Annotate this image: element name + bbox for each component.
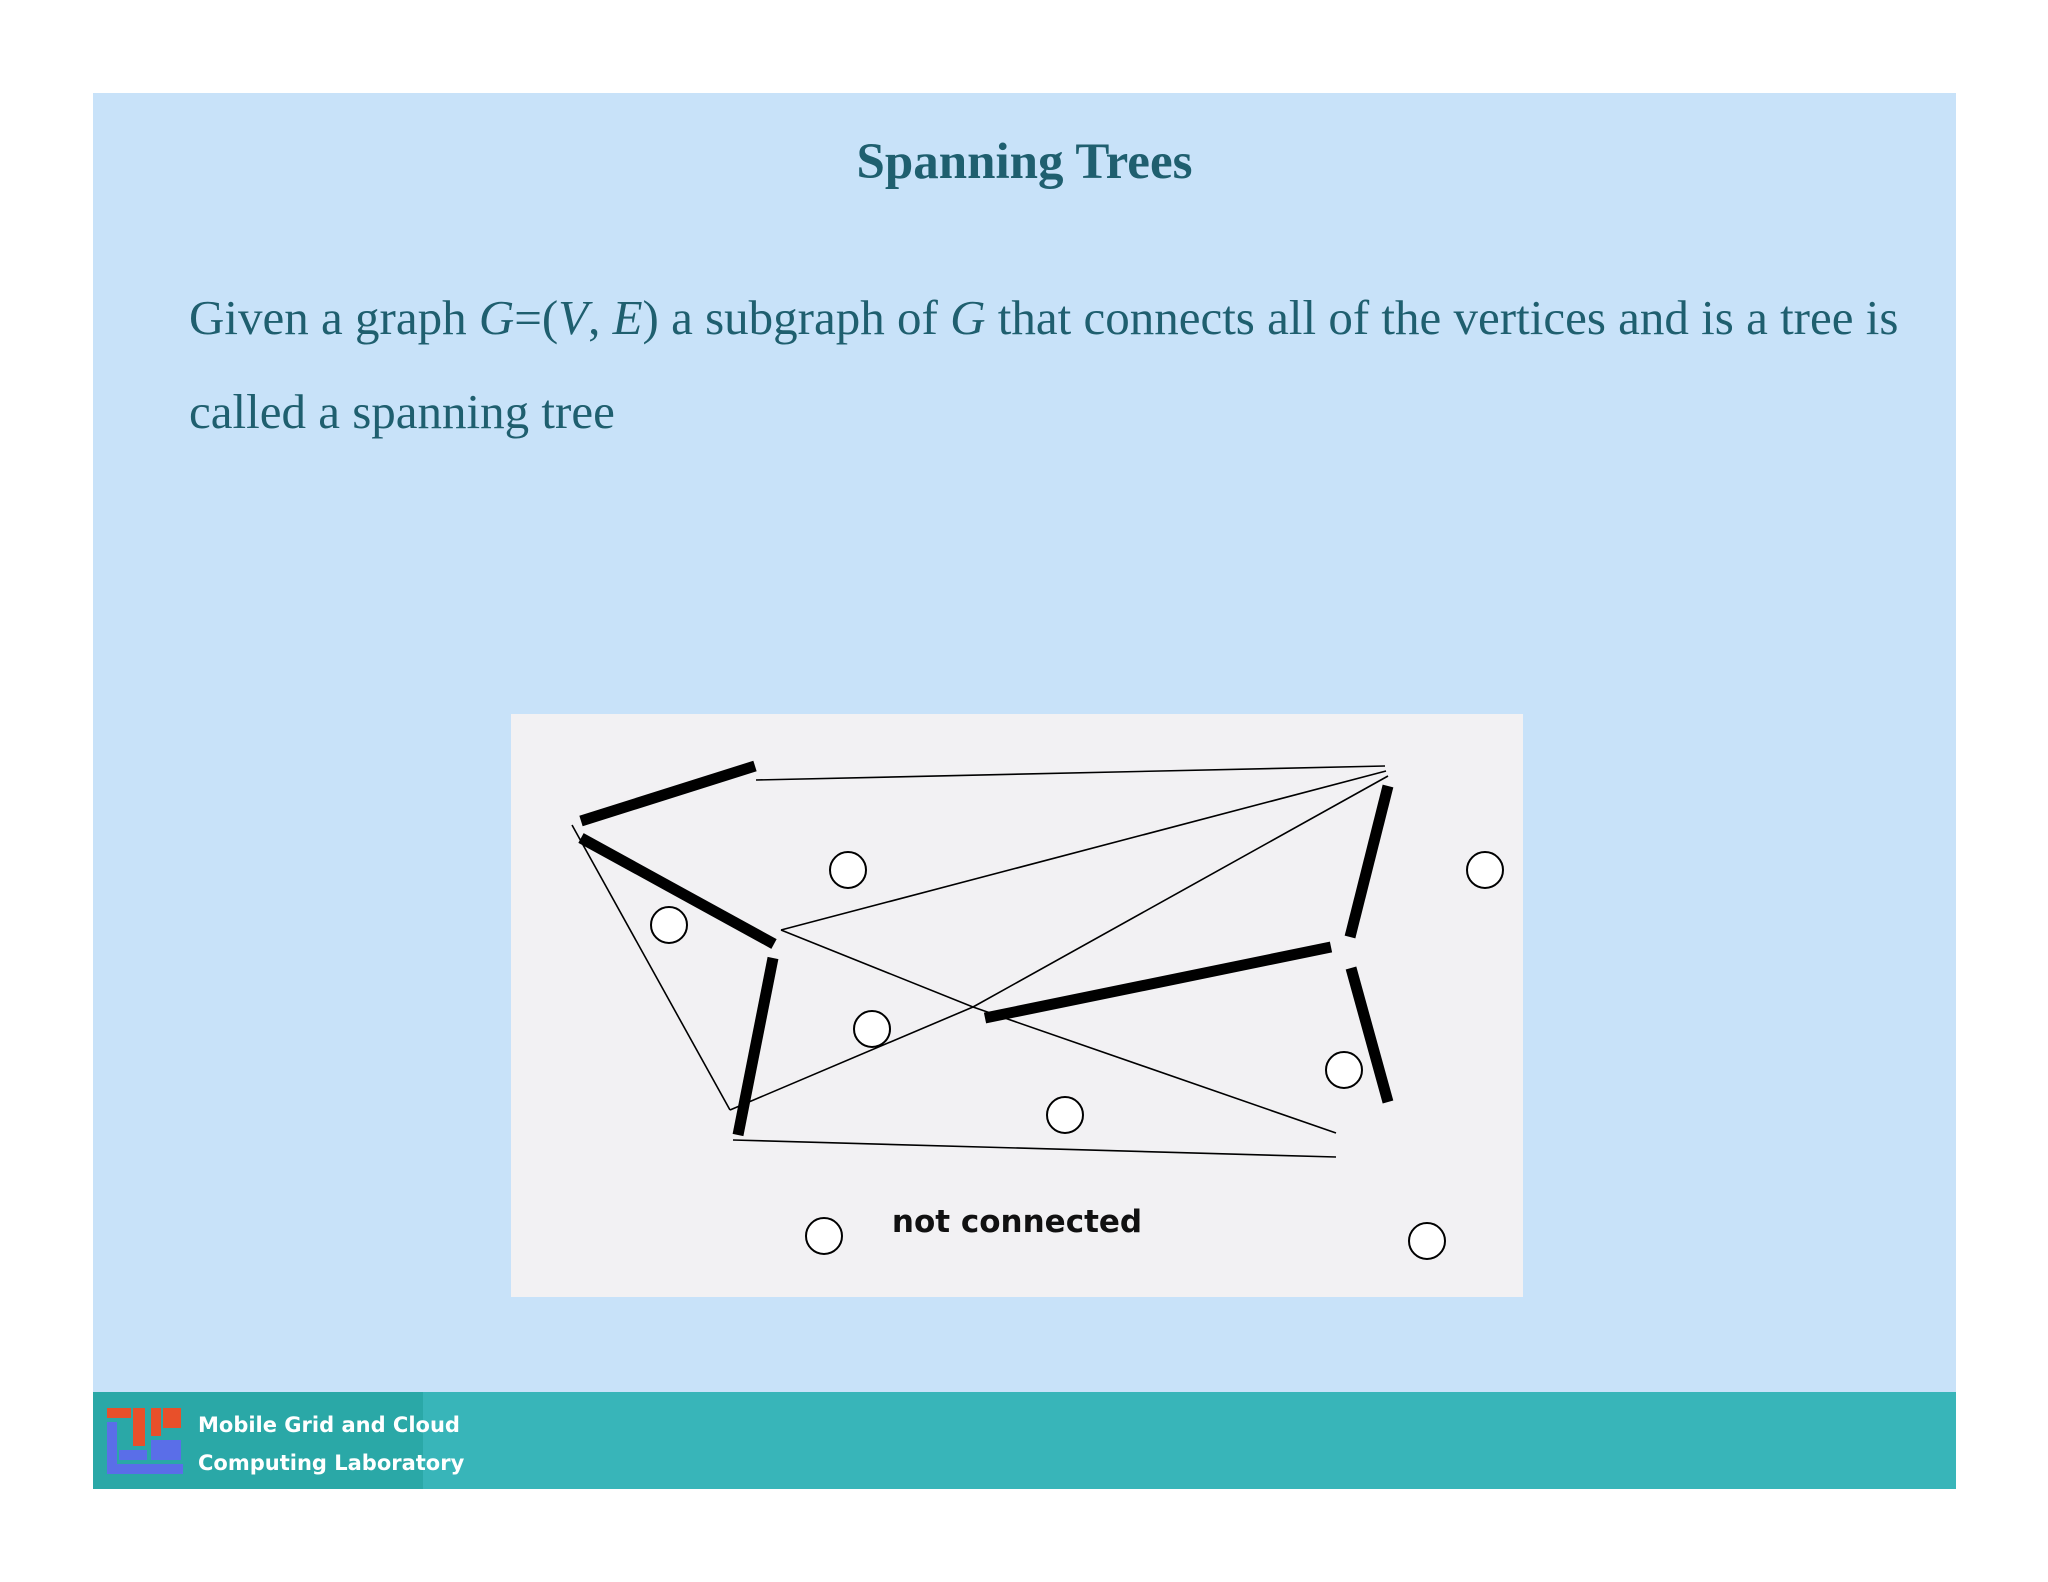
symbol-g: G <box>478 290 515 345</box>
graph-node <box>651 907 687 943</box>
symbol-g: G <box>950 290 986 345</box>
figure-caption: not connected <box>891 1204 1143 1240</box>
definition-text <box>189 271 1909 459</box>
graph-edge <box>781 930 973 1007</box>
graph-edge <box>730 1007 973 1110</box>
slide <box>93 93 1956 1489</box>
lab-name-line2: Computing Laboratory <box>198 1451 465 1475</box>
graph-node <box>1047 1097 1083 1133</box>
graph-edge <box>973 1007 1336 1133</box>
graph-node <box>1467 852 1503 888</box>
footer-bar <box>93 1392 1956 1489</box>
text-part: , <box>588 290 613 345</box>
text-part: ) a subgraph of <box>642 290 951 345</box>
tree-edge <box>1350 786 1388 937</box>
graph-edge <box>733 1140 1336 1157</box>
lab-name <box>198 1406 464 1482</box>
slide-title: Spanning Trees <box>856 134 1193 190</box>
graph-figure <box>511 714 1523 1297</box>
graph-edge <box>781 771 1386 930</box>
graph-edge <box>756 766 1385 780</box>
lab-logo <box>93 1392 465 1489</box>
graph-edge <box>572 825 730 1110</box>
tree-edge <box>985 947 1331 1018</box>
lab-name-line1: Mobile Grid and Cloud <box>198 1413 460 1437</box>
text-part: =( <box>514 290 559 345</box>
graph-node <box>830 852 866 888</box>
symbol-e: E <box>612 290 643 345</box>
graph-node <box>1326 1052 1362 1088</box>
tree-edge <box>738 958 773 1135</box>
tree-edge <box>581 766 755 821</box>
text-part: Given a graph <box>189 290 479 345</box>
graph-node <box>854 1011 890 1047</box>
text-part: that connects all of the vertices and is a tree is called a spanning tree <box>189 290 1899 439</box>
symbol-v: V <box>558 290 589 345</box>
lab-logo-icon <box>107 1408 183 1474</box>
